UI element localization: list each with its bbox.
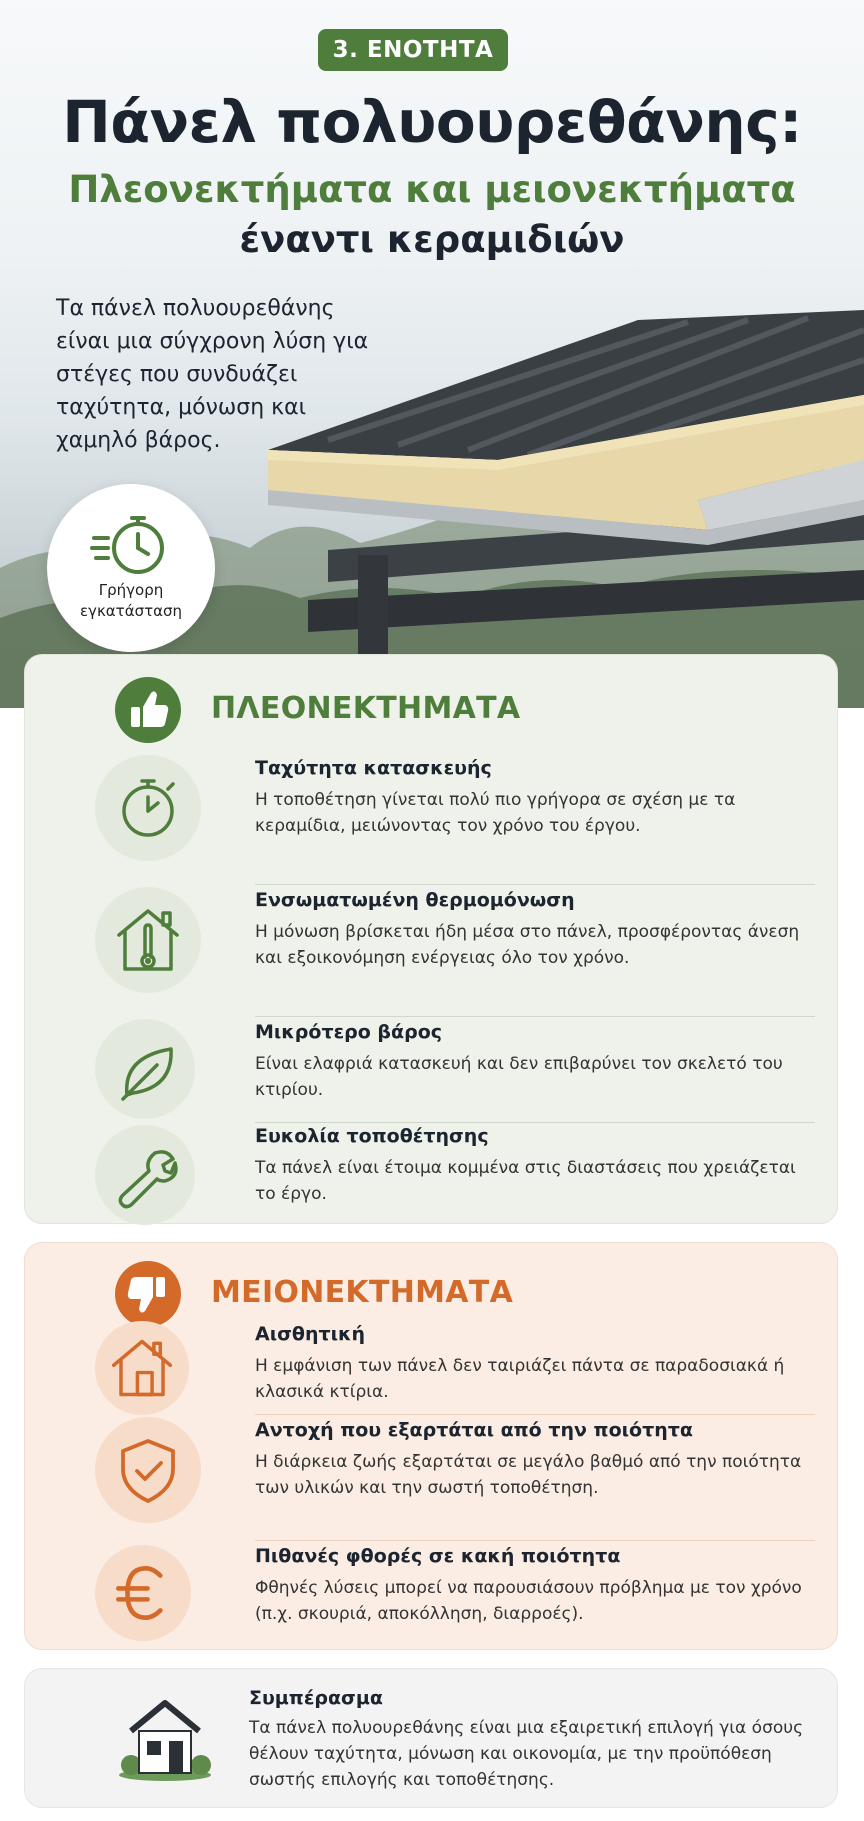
pros-item-desc: Η μόνωση βρίσκεται ήδη μέσα στο πάνελ, προσφέροντας άνεση και εξοικονόμηση ενέργειας όλο τον χρόνο. [255, 922, 800, 968]
quick-install-label: Γρήγορη εγκατάσταση [79, 581, 183, 620]
pros-item-title: Ταχύτητα κατασκευής [255, 757, 492, 779]
pros-item [95, 887, 809, 1017]
pros-item-icon-circle [95, 755, 201, 861]
divider [255, 1540, 815, 1541]
pros-card [24, 654, 838, 1224]
wrench-icon [113, 1143, 183, 1213]
cons-heading-label: ΜΕΙΟΝΕΚΤΗΜΑΤΑ [211, 1275, 514, 1310]
stopwatch-icon [113, 773, 183, 843]
hero-section [0, 0, 864, 708]
pros-item-title: Ευκολία τοποθέτησης [255, 1125, 489, 1147]
pros-badge [115, 677, 181, 743]
pros-heading-label: ΠΛΕΟΝΕΚΤΗΜΑΤΑ [211, 691, 521, 726]
cons-item-desc: Η διάρκεια ζωής εξαρτάται σε μεγάλο βαθμό από την ποιότητα των υλικών και την σωστή τοποθέτηση. [255, 1452, 802, 1498]
pros-item-title: Ενσωματωμένη θερμομόνωση [255, 889, 575, 911]
cons-item-title: Αισθητική [255, 1323, 366, 1345]
pros-item-title: Μικρότερο βάρος [255, 1021, 443, 1043]
cons-item-desc: Η εμφάνιση των πάνελ δεν ταιριάζει πάντα σε παραδοσιακά ή κλασικά κτίρια. [255, 1356, 785, 1402]
divider [255, 1414, 815, 1415]
house-thermometer-icon [113, 905, 183, 975]
fast-stopwatch-icon [90, 510, 174, 580]
leaf-icon [113, 1037, 183, 1107]
pros-item [95, 1123, 809, 1223]
divider [255, 1016, 815, 1017]
cons-badge [115, 1261, 181, 1327]
cons-item [95, 1417, 809, 1541]
cons-item-title: Αντοχή που εξαρτάται από την ποιότητα [255, 1419, 693, 1441]
pros-item-icon-circle [95, 887, 201, 993]
cons-item-icon-circle [95, 1417, 201, 1523]
conclusion-card [24, 1668, 838, 1808]
section-badge: 3. ΕΝΟΤΗΤΑ [318, 29, 508, 71]
pros-item-desc: Η τοποθέτηση γίνεται πολύ πιο γρήγορα σε σχέση με τα κεραμίδια, μειώνοντας τον χρόνο του έργου. [255, 790, 736, 836]
cons-item-title: Πιθανές φθορές σε κακή ποιότητα [255, 1545, 621, 1567]
shield-check-icon [113, 1435, 183, 1505]
thumbs-down-icon [115, 1261, 181, 1327]
conclusion-desc: Τα πάνελ πολυουρεθάνης είναι μια εξαιρετική επιλογή για όσους θέλουν ταχύτητα, μόνωση και οικονομία, με την προϋπόθεση σωστής επιλογής και τοποθέτησης. [249, 1718, 804, 1790]
pros-item-icon-circle [95, 1125, 195, 1225]
pros-item-icon-circle [95, 1019, 195, 1119]
cons-item-icon-circle [95, 1545, 191, 1641]
page-title: Πάνελ πολυουρεθάνης: [62, 88, 802, 156]
pros-item [95, 755, 809, 885]
house-icon [110, 1336, 174, 1400]
page-subtitle-line2: έναντι κεραμιδιών [239, 218, 625, 261]
pros-item-desc: Τα πάνελ είναι έτοιμα κομμένα στις διαστάσεις που χρειάζεται το έργο. [255, 1158, 796, 1204]
cons-item [95, 1321, 809, 1415]
modern-house-icon [117, 1693, 213, 1783]
page-subtitle: Πλεονεκτήματα και μειονεκτήματα [68, 168, 796, 211]
cons-item-desc: Φθηνές λύσεις μπορεί να παρουσιάσουν πρόβλημα με τον χρόνο (π.χ. σκουριά, αποκόλληση, διαρροές). [255, 1578, 802, 1624]
euro-icon [111, 1561, 175, 1625]
divider [255, 884, 815, 885]
cons-item [95, 1543, 809, 1643]
conclusion-title: Συμπέρασμα [249, 1687, 383, 1709]
pros-item [95, 1019, 809, 1123]
roof-panel-illustration [268, 300, 864, 660]
cons-card [24, 1242, 838, 1650]
intro-text: Τα πάνελ πολυουρεθάνης είναι μια σύγχρονη λύση για στέγες που συνδυάζει ταχύτητα, μόνωση και χαμηλό βάρος. [56, 296, 369, 453]
thumbs-up-icon [115, 677, 181, 743]
cons-item-icon-circle [95, 1321, 189, 1415]
pros-item-desc: Είναι ελαφριά κατασκευή και δεν επιβαρύνει τον σκελετό του κτιρίου. [255, 1054, 783, 1100]
quick-install-badge [47, 484, 215, 652]
